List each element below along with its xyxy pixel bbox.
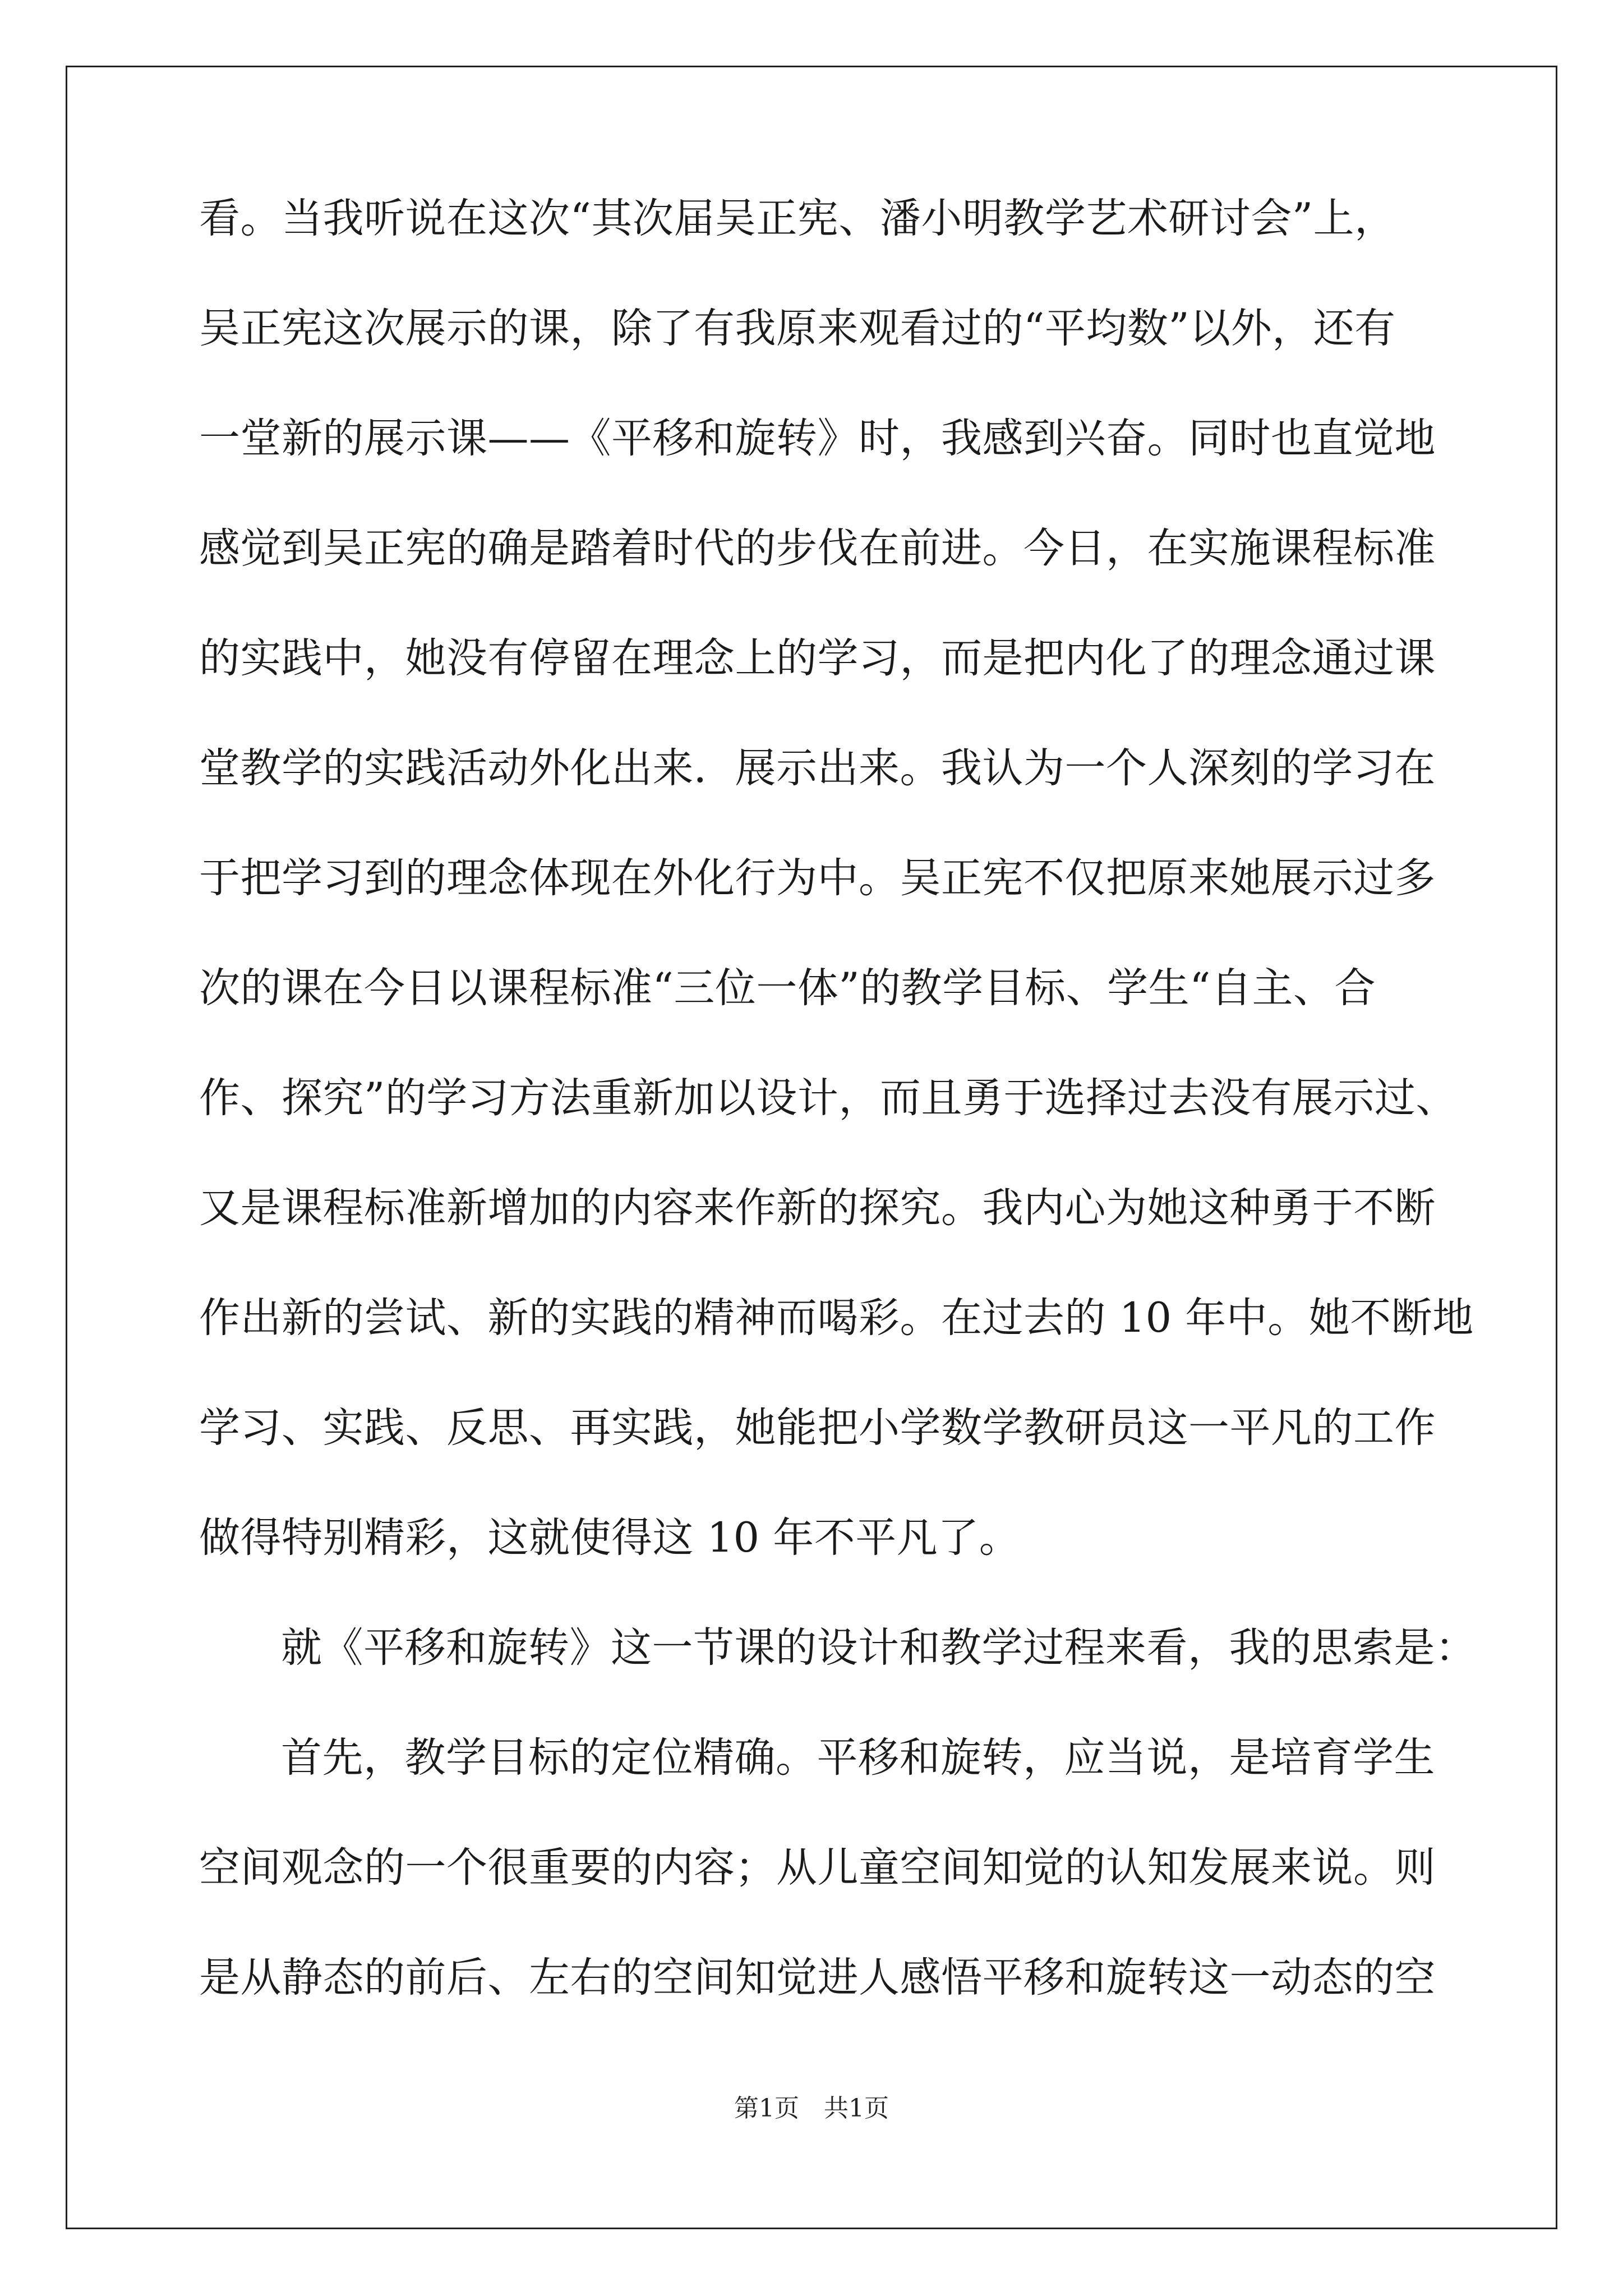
text-line: 的实践中，她没有停留在理念上的学习，而是把内化了的理念通过课 (199, 634, 1436, 682)
text-line: 看。当我听说在这次“其次届吴正宪、潘小明教学艺术研讨会”上， (199, 195, 1396, 242)
text-line: 于把学习到的理念体现在外化行为中。吴正宪不仅把原来她展示过多 (199, 854, 1436, 902)
text-line: 空间观念的一个很重要的内容；从儿童空间知觉的认知发展来说。则 (199, 1844, 1436, 1892)
page-border (66, 66, 1557, 2229)
page-number-footer: 第1页 共1页 (734, 2094, 889, 2123)
text-line: 又是课程标准新增加的内容来作新的探究。我内心为她这种勇于不断 (199, 1184, 1436, 1232)
text-line: 吴正宪这次展示的课，除了有我原来观看过的“平均数”以外，还有 (199, 305, 1396, 352)
text-line: 作出新的尝试、新的实践的精神而喝彩。在过去的 10 年中。她不断地 (199, 1294, 1474, 1342)
paragraph-first-line: 首先，教学目标的定位精确。平移和旋转，应当说，是培育学生 (281, 1734, 1435, 1782)
text-line: 是从静态的前后、左右的空间知觉进人感悟平移和旋转这一动态的空 (199, 1954, 1436, 2001)
text-line: 感觉到吴正宪的确是踏着时代的步伐在前进。今日，在实施课程标准 (199, 524, 1436, 572)
text-line: 做得特别精彩，这就使得这 10 年不平凡了。 (199, 1514, 1021, 1562)
text-line: 堂教学的实践活动外化出来．展示出来。我认为一个人深刻的学习在 (199, 744, 1436, 792)
paragraph-first-line: 就《平移和旋转》这一节课的设计和教学过程来看，我的思索是： (281, 1624, 1477, 1672)
text-line: 作、探究”的学习方法重新加以设计，而且勇于选择过去没有展示过、 (199, 1074, 1457, 1122)
text-line: 学习、实践、反思、再实践，她能把小学数学教研员这一平凡的工作 (199, 1404, 1436, 1452)
text-line: 次的课在今日以课程标准“三位一体”的教学目标、学生“自主、合 (199, 964, 1376, 1012)
text-line: 一堂新的展示课——《平移和旋转》时，我感到兴奋。同时也直觉地 (199, 415, 1436, 462)
